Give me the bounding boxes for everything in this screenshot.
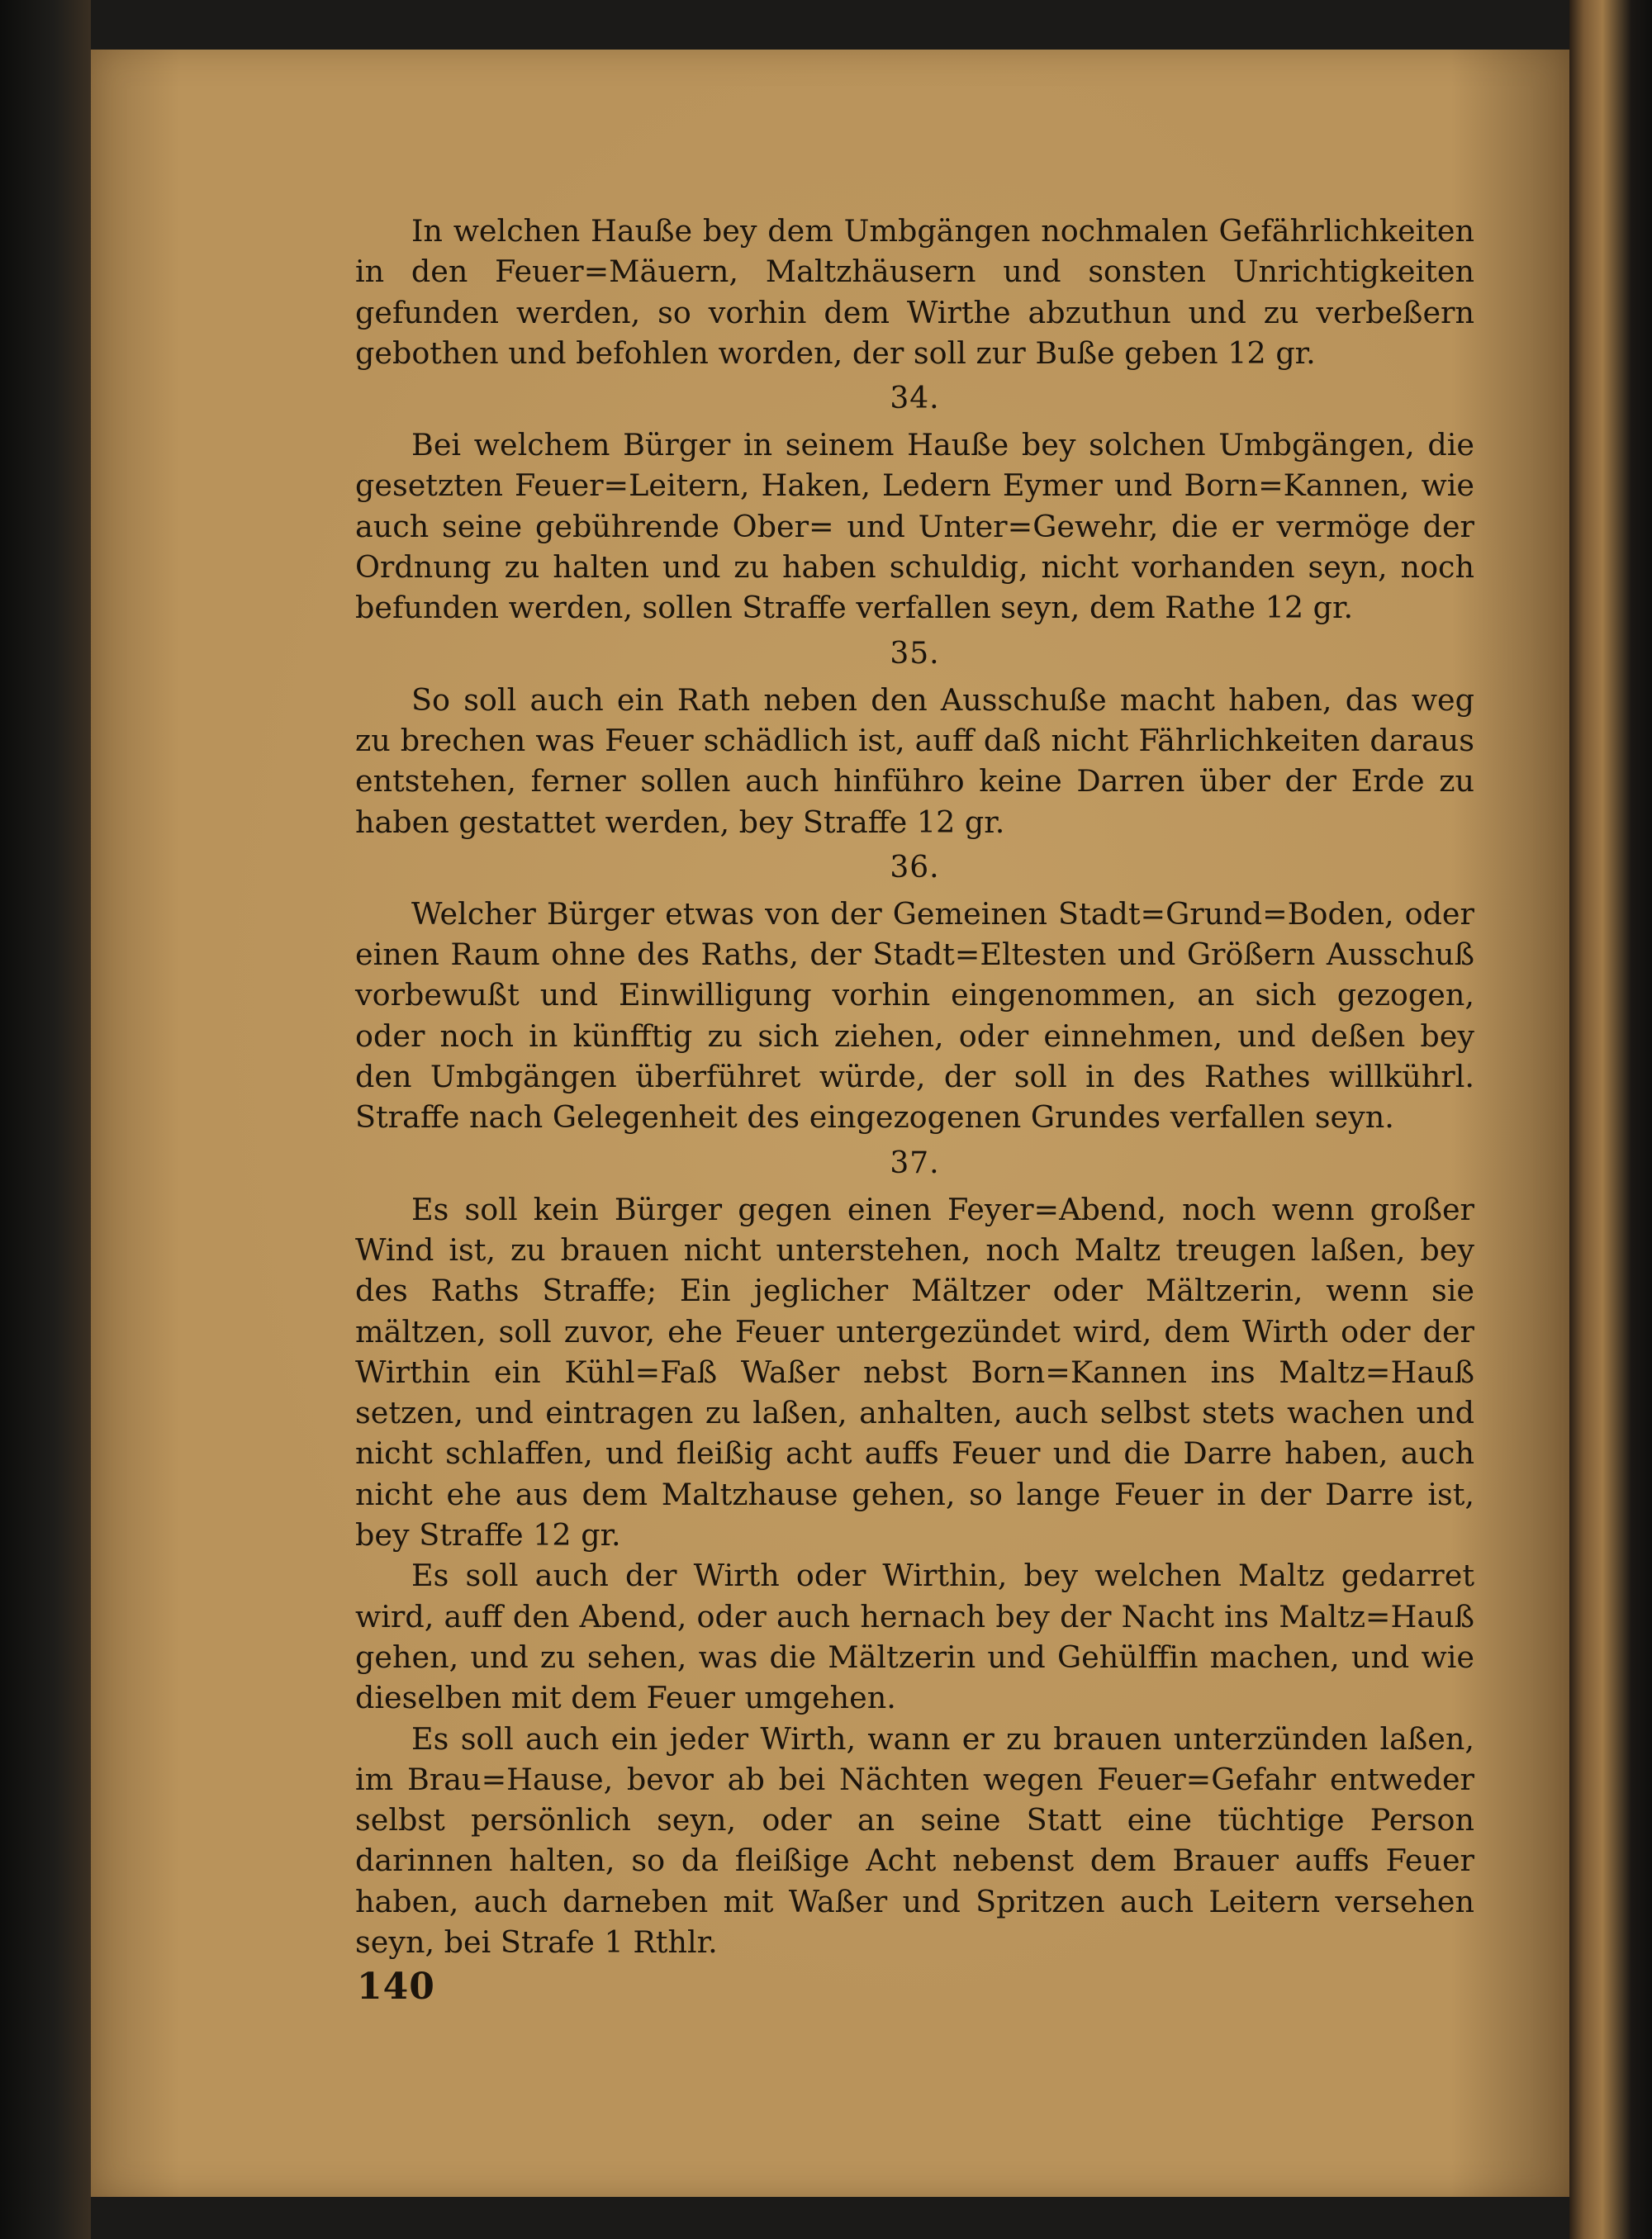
book-cover-edge-left: [0, 0, 91, 2239]
page-number: 140: [357, 1966, 435, 2008]
paragraph-37-c: Es soll auch ein jeder Wirth, wann er zu brauen unterzünden laßen, im Brau=Hause, bevor ab bei Nächten wegen Feuer=Gefahr entweder selbst persönlich seyn, oder an seine Statt eine tüchtige Person darinnen halten, so da fleißige Acht nebenst dem Brauer auffs Feuer haben, auch darneben mit Waßer und Spritzen auch Leitern versehen seyn, bei Strafe 1 Rthlr.: [355, 1720, 1474, 1960]
paragraph-37-b: Es soll auch der Wirth oder Wirthin, bey welchen Maltz gedarret wird, auff den Abend, oder auch hernach bey der Nacht ins Maltz=Hauß gehen, und zu sehen, was die Mältzerin und Gehülffin machen, und wie dieselben mit dem Feuer umgehen.: [355, 1558, 1474, 1716]
section-number-37: 37.: [890, 1146, 940, 1180]
paragraph-33-continued: In welchen Haußе bey dem Umbgängen nochmalen Gefährlichkeiten in den Feuer=Mäuern, Maltzhäusern und sonsten Unrichtigkeiten gefunden werden, so vorhin dem Wirthe abzuthun und zu verbeßern gebothen und befohlen worden, der soll zur Buße geben 12 gr.: [355, 213, 1474, 371]
paragraph-35: So soll auch ein Rath neben den Ausschuße macht haben, das weg zu brechen was Feuer schädlich ist, auff daß nicht Fährlichkeiten daraus entstehen, ferner sollen auch hinführo keine Darren über der Erde zu haben gestattet werden, bey Straffe 12 gr.: [355, 681, 1474, 840]
section-number-35: 35.: [890, 636, 940, 671]
paragraph-34: Bei welchem Bürger in seinem Hauße bey solchen Umbgängen, die gesetzten Feuer=Leitern, Haken, Ledern Eymer und Born=Kannen, wie auch seine gebührende Ober= und Unter=Gewehr, die er vermöge der Ordnung zu halten und zu haben schuldig, nicht vorhanden seyn, noch befunden werden, sollen Straffe verfallen seyn, dem Rathe 12 gr.: [355, 427, 1474, 626]
paragraph-37-a: Es soll kein Bürger gegen einen Feyer=Abend, noch wenn großer Wind ist, zu brauen nicht unterstehen, noch Maltz treugen laßen, bey des Raths Straffe; Ein jeglicher Mältzer oder Mältzerin, wenn sie mältzen, soll zuvor, ehe Feuer untergezündet wird, dem Wirth oder der Wirthin ein Kühl=Faß Waßer nebst Born=Kannen ins Maltz=Hauß setzen, und eintragen zu laßen, anhalten, auch selbst stets wachen und nicht schlaffen, und fleißig acht auffs Feuer und die Darre haben, auch nicht ehe aus dem Maltzhause gehen, so lange Feuer in der Darre ist, bey Straffe 12 gr.: [355, 1191, 1474, 1554]
paragraph-36: Welcher Bürger etwas von der Gemeinen Stadt=Grund=Boden, oder einen Raum ohne des Raths, der Stadt=Eltesten und Größern Ausschuß vorbewußt und Einwilligung vorhin eingenommen, an sich gezogen, oder noch in künfftig zu sich ziehen, oder einnehmen, und deßen bey den Umbgängen überführet würde, der soll in des Rathes willkührl. Straffe nach Gelegenheit des eingezogenen Grundes verfallen seyn.: [355, 895, 1474, 1136]
page-text-block: [355, 211, 1474, 1962]
section-number-34: 34.: [890, 382, 940, 416]
section-number-36: 36.: [890, 850, 940, 885]
book-gutter-right: [1569, 0, 1652, 2239]
